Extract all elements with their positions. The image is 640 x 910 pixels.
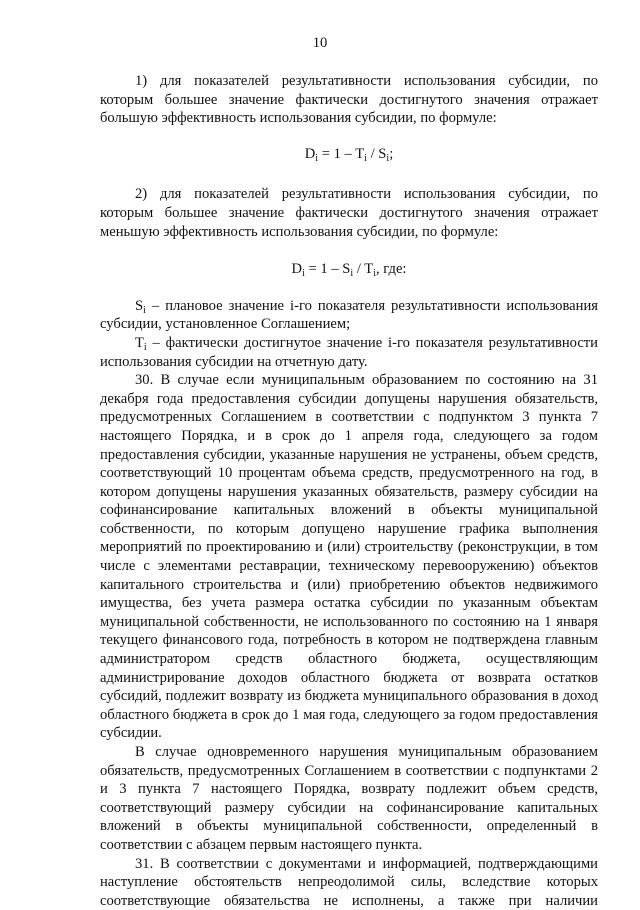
- page-number: 10: [312, 35, 328, 51]
- document-body: [100, 72, 598, 910]
- definition-t-symbol: T: [135, 334, 144, 351]
- definition-t-text: – фактически достигнутое значение i-го показателя результативности использования субсидии на отчетную дату.: [100, 334, 598, 370]
- formula-2-slash: / T: [353, 261, 374, 278]
- formula-1: [100, 145, 598, 164]
- formula-2-eq: = 1 – S: [304, 261, 351, 278]
- formula-2-lhs: D: [291, 261, 303, 278]
- paragraph-30-second: В случае одновременного нарушения муниципальным образованием обязательств, предусмотренных Соглашением в соответствии с подпунктами 2 и 3 пункта 7 настоящего Порядка, возврату подлежит объем средств, соответствующий размеру субсидии на софинансирование капитальных вложений в объекты муниципальной собственности, определенный в соответствии с абзацем первым настоящего пункта.: [100, 744, 598, 853]
- paragraph-30: 30. В случае если муниципальным образованием по состоянию на 31 декабря года предоставления субсидии допущены нарушения обязательств, предусмотренных Соглашением в соответствии с подпунктом 3 пункта 7 настоящего Порядка, и в срок до 1 апреля года, следующего за годом предоставления субсидии, указанные нарушения не устранены, объем средств, соответствующий 10 процентам объема средств, предусмотренного на год, в котором допущены нарушения указанных обязательств, размеру субсидии на софинансирование капитальных вложений в объекты муниципальной собственности, по которым допущено нарушение графика выполнения мероприятий по проектированию и (или) строительству (реконструкции, в том числе с элементами реставрации, техническому перевооружению) объектов капитального строительства и (или) приобретению объектов недвижимого имущества, без учета размера остатка субсидии по указанным объектам муниципальной собственности, не использованного по состоянию на 1 января текущего финансового года, потребность в котором не подтверждена главным администратором средств областного бюджета, осуществляющим администрирование доходов областного бюджета от возврата остатков субсидий, подлежит возврату из бюджета муниципального образования в доход областного бюджета в срок до 1 мая года, следующего за годом предоставления субсидии.: [100, 372, 598, 742]
- formula-2-sub-b: i: [350, 268, 354, 280]
- definition-s: [100, 297, 598, 334]
- definition-s-sub: i: [143, 304, 146, 316]
- formula-1-lhs: D: [304, 145, 316, 162]
- formula-1-sub-b: i: [364, 152, 367, 164]
- formula-1-slash: / S: [366, 145, 387, 162]
- definition-s-text: – плановое значение i-го показателя результативности использования субсидии, установленное Соглашением;: [100, 297, 598, 333]
- formula-2: [100, 260, 598, 279]
- definition-t: [100, 334, 598, 371]
- formula-1-tail: ;: [389, 145, 394, 162]
- formula-2-sub-c: i: [373, 268, 376, 280]
- formula-1-eq: = 1 – T: [318, 145, 365, 162]
- formula-2-sub-a: i: [302, 268, 305, 280]
- formula-2-tail: , где:: [375, 261, 407, 278]
- definition-t-sub: i: [143, 341, 147, 353]
- paragraph-item-1: 1) для показателей результативности использования субсидии, по которым большее значение фактически достигнутого значения отражает большую эффективность использования субсидии, по формуле:: [100, 73, 598, 127]
- definition-s-symbol: S: [135, 297, 144, 314]
- paragraph-31: 31. В соответствии с документами и информацией, подтверждающими наступление обстоятельств непреодолимой силы, вследствие которых соответствующие обязательства не исполнены, а также при наличии: [100, 855, 598, 909]
- formula-1-sub-a: i: [315, 152, 319, 164]
- formula-1-sub-c: i: [386, 152, 390, 164]
- paragraph-item-2: 2) для показателей результативности использования субсидии, по которым большее значение фактически достигнутого значения отражает меньшую эффективность использования субсидии, по формуле:: [100, 186, 598, 240]
